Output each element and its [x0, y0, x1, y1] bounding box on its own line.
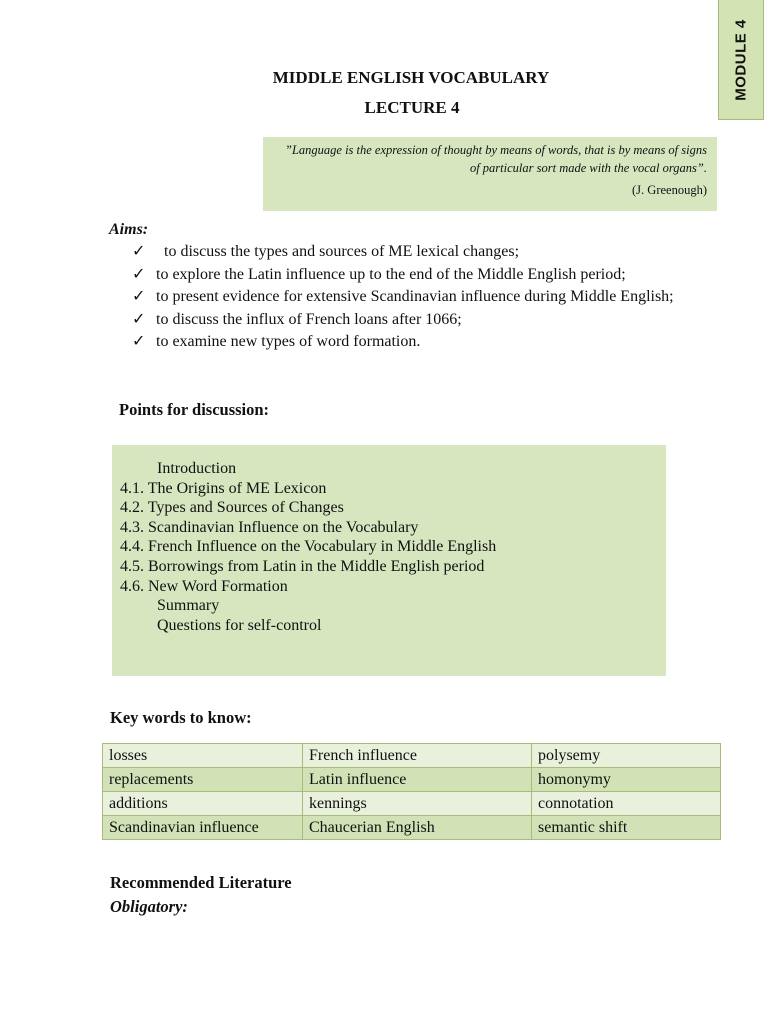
literature-subheading: Obligatory:: [110, 897, 188, 916]
list-item: 4.2. Types and Sources of Changes: [120, 499, 344, 517]
table-cell: replacements: [103, 768, 303, 792]
table-cell: kennings: [303, 792, 532, 816]
table-row: [103, 792, 721, 816]
table-cell: Scandinavian influence: [103, 816, 303, 840]
aim-text: to examine new types of word formation.: [156, 333, 421, 350]
list-item: 4.5. Borrowings from Latin in the Middle English period: [120, 557, 485, 575]
checkmark-icon: ✓: [132, 288, 146, 305]
table-cell: additions: [103, 792, 303, 816]
page-title: MIDDLE ENGLISH VOCABULARY: [272, 68, 550, 87]
list-item: 4.3. Scandinavian Influence on the Vocabulary: [120, 518, 419, 536]
checkmark-icon: ✓: [132, 333, 146, 350]
points-heading: Points for discussion:: [119, 400, 270, 419]
list-item: Summary: [157, 597, 220, 615]
table-cell: Latin influence: [303, 768, 532, 792]
list-item: 4.4. French Influence on the Vocabulary in Middle English: [120, 538, 497, 556]
quote-text: ”Language is the expression of thought by means of words, that is by means of signs of particular sort made with the vocal organs”.: [285, 143, 707, 175]
table-cell: French influence: [303, 744, 532, 768]
list-item: Questions for self-control: [157, 616, 322, 634]
table-cell: polysemy: [532, 744, 721, 768]
list-item: 4.1. The Origins of ME Lexicon: [120, 479, 327, 497]
table-row: [103, 768, 721, 792]
aims-list: [132, 241, 714, 354]
checkmark-icon: ✓: [132, 265, 146, 283]
quote-author: (J. Greenough): [632, 183, 707, 197]
table-row: [103, 816, 721, 840]
list-item: Introduction: [157, 460, 237, 477]
aim-text: to present evidence for extensive Scandinavian influence during Middle English;: [156, 288, 674, 305]
list-item: [132, 264, 714, 287]
checkmark-icon: ✓: [132, 243, 146, 260]
list-item: [132, 331, 714, 354]
table-cell: semantic shift: [532, 816, 721, 840]
list-item: [132, 241, 714, 264]
quote-box: [263, 137, 717, 211]
key-words-heading: Key words to know:: [110, 708, 252, 727]
aim-text: to explore the Latin influence up to the end of the Middle English period;: [156, 265, 626, 283]
lecture-subtitle: LECTURE 4: [364, 98, 460, 117]
table-row: [103, 744, 721, 768]
list-item: [132, 309, 714, 332]
checkmark-icon: ✓: [132, 310, 146, 328]
list-item: 4.6. New Word Formation: [120, 577, 288, 595]
table-cell: homonymy: [532, 768, 721, 792]
aims-heading: Aims:: [109, 221, 149, 238]
module-tab-label: MODULE 4: [732, 18, 750, 101]
list-item: [132, 286, 714, 309]
aim-text: to discuss the influx of French loans after 1066;: [156, 310, 462, 328]
table-cell: connotation: [532, 792, 721, 816]
points-box: [112, 445, 666, 676]
table-cell: Chaucerian English: [303, 816, 532, 840]
table-cell: losses: [103, 744, 303, 768]
literature-heading: Recommended Literature: [110, 873, 292, 892]
aim-text: to discuss the types and sources of ME lexical changes;: [164, 243, 520, 260]
key-words-table: [102, 743, 721, 840]
